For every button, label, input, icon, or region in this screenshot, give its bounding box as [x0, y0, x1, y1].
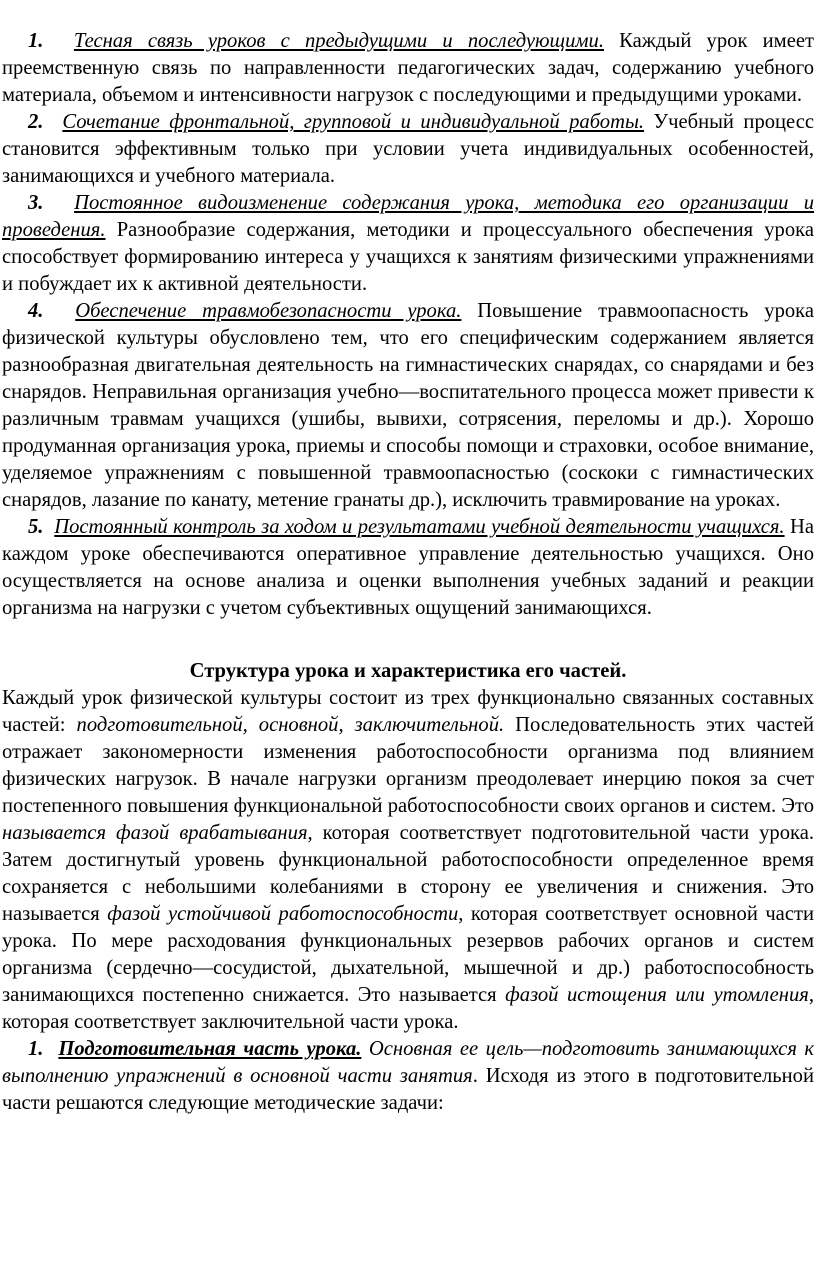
- principle-text: Разнообразие содержания, методики и процессуального обеспечения урока способствует формированию интереса у учащихся к занятиям физическими упражнениями и побуждает их к активной деятельности.: [2, 219, 814, 295]
- principle-number: 1.: [28, 30, 44, 52]
- principle-number: 2.: [28, 111, 44, 133]
- part-number: 1.: [28, 1038, 44, 1060]
- principle-number: 5.: [28, 516, 44, 538]
- principle-text: Повышение травмоопасность урока физической культуры обусловлено тем, что его специфическим содержанием является разнообразная двигательная деятельность на гимнастических снарядах, со снарядами и без снарядов. Неправильная организация учебно—воспитательного процесса может привести к различным травмам учащихся (ушибы, вывихи, сотрясения, переломы и др.). Хорошо продуманная организация урока, приемы и способы помощи и страховки, особое внимание, уделяемое упражнениям с повышенной травмоопасностью (соскоки с гимнастических снарядов, лазание по канату, метение гранаты др.), исключить травмирование на уроках.: [2, 300, 815, 511]
- principle-title: Обеспечение травмобезопасности урока.: [75, 300, 462, 322]
- principle-title: Постоянное видоизменение содержания урока, методика его организации и проведения.: [2, 192, 815, 241]
- principle-text: Учебный процесс становится эффективным только при условии учета индивидуальных особенностей, занимающихся и учебного материала.: [2, 111, 814, 187]
- structure-text: Последовательность этих частей отражает закономерности изменения работоспособности организма под влиянием физических нагрузок. В начале нагрузки организм преодолевает инерцию покоя за счет постепенного повышения функциональной работоспособности своих органов и систем. Это: [2, 714, 815, 817]
- principle-2: [0, 109, 816, 190]
- principle-number: 3.: [28, 192, 44, 214]
- structure-text: Каждый урок физической культуры состоит из трех функционально связанных составных частей:: [2, 687, 814, 736]
- principle-title: Тесная связь уроков с предыдущими и последующими.: [73, 30, 604, 52]
- structure-italic: фазой истощения или утомления: [505, 984, 809, 1006]
- principle-3: [0, 190, 816, 298]
- part-text: . Исходя из этого в подготовительной части решаются следующие методические задачи:: [2, 1065, 814, 1114]
- section-heading: Структура урока и характеристика его частей.: [189, 660, 627, 682]
- part-goal: Основная ее цель—подготовить занимающихся к выполнению упражнений в основной части занятия: [2, 1038, 814, 1087]
- part-1-paragraph: [0, 1036, 816, 1117]
- principle-title: Сочетание фронтальной, групповой и индивидуальной работы.: [62, 111, 645, 133]
- structure-text: , которая соответствует заключительной части урока.: [2, 984, 814, 1033]
- principle-text: На каждом уроке обеспечиваются оперативное управление деятельностью учащихся. Оно осуществляется на основе анализа и оценки выполнения учебных заданий и реакции организма на нагрузки с учетом субъективных ощущений занимающихся.: [2, 516, 814, 619]
- structure-italic: подготовительной, основной, заключительной.: [76, 714, 505, 736]
- principle-5: [0, 514, 816, 622]
- structure-text: , которая соответствует основной части урока. По мере расходования функциональных резервов рабочих органов и систем организма (сердечно—сосудистой, дыхательной, мышечной и др.) работоспособность занимающихся постепенно снижается. Это называется: [2, 903, 814, 1006]
- structure-italic: фазой устойчивой работоспособности: [107, 903, 459, 925]
- part-title: Подготовительная часть урока.: [58, 1038, 362, 1060]
- structure-italic: называется фазой врабатывания: [2, 822, 308, 844]
- principle-text: Каждый урок имеет преемственную связь по направленности педагогических задач, содержанию учебного материала, объемом и интенсивности нагрузок с последующими и предыдущими уроками.: [2, 30, 814, 106]
- structure-paragraph: [0, 685, 816, 1036]
- principle-4: [0, 298, 816, 514]
- principle-title: Постоянный контроль за ходом и результатами учебной деятельности учащихся.: [54, 516, 785, 538]
- structure-text: , которая соответствует подготовительной части урока. Затем достигнутый уровень функциональной работоспособности определенное время сохраняется с небольшими колебаниями в сторону ее увеличения и снижения. Это называется: [2, 822, 814, 925]
- principle-number: 4.: [28, 300, 44, 322]
- principle-1: [0, 28, 816, 109]
